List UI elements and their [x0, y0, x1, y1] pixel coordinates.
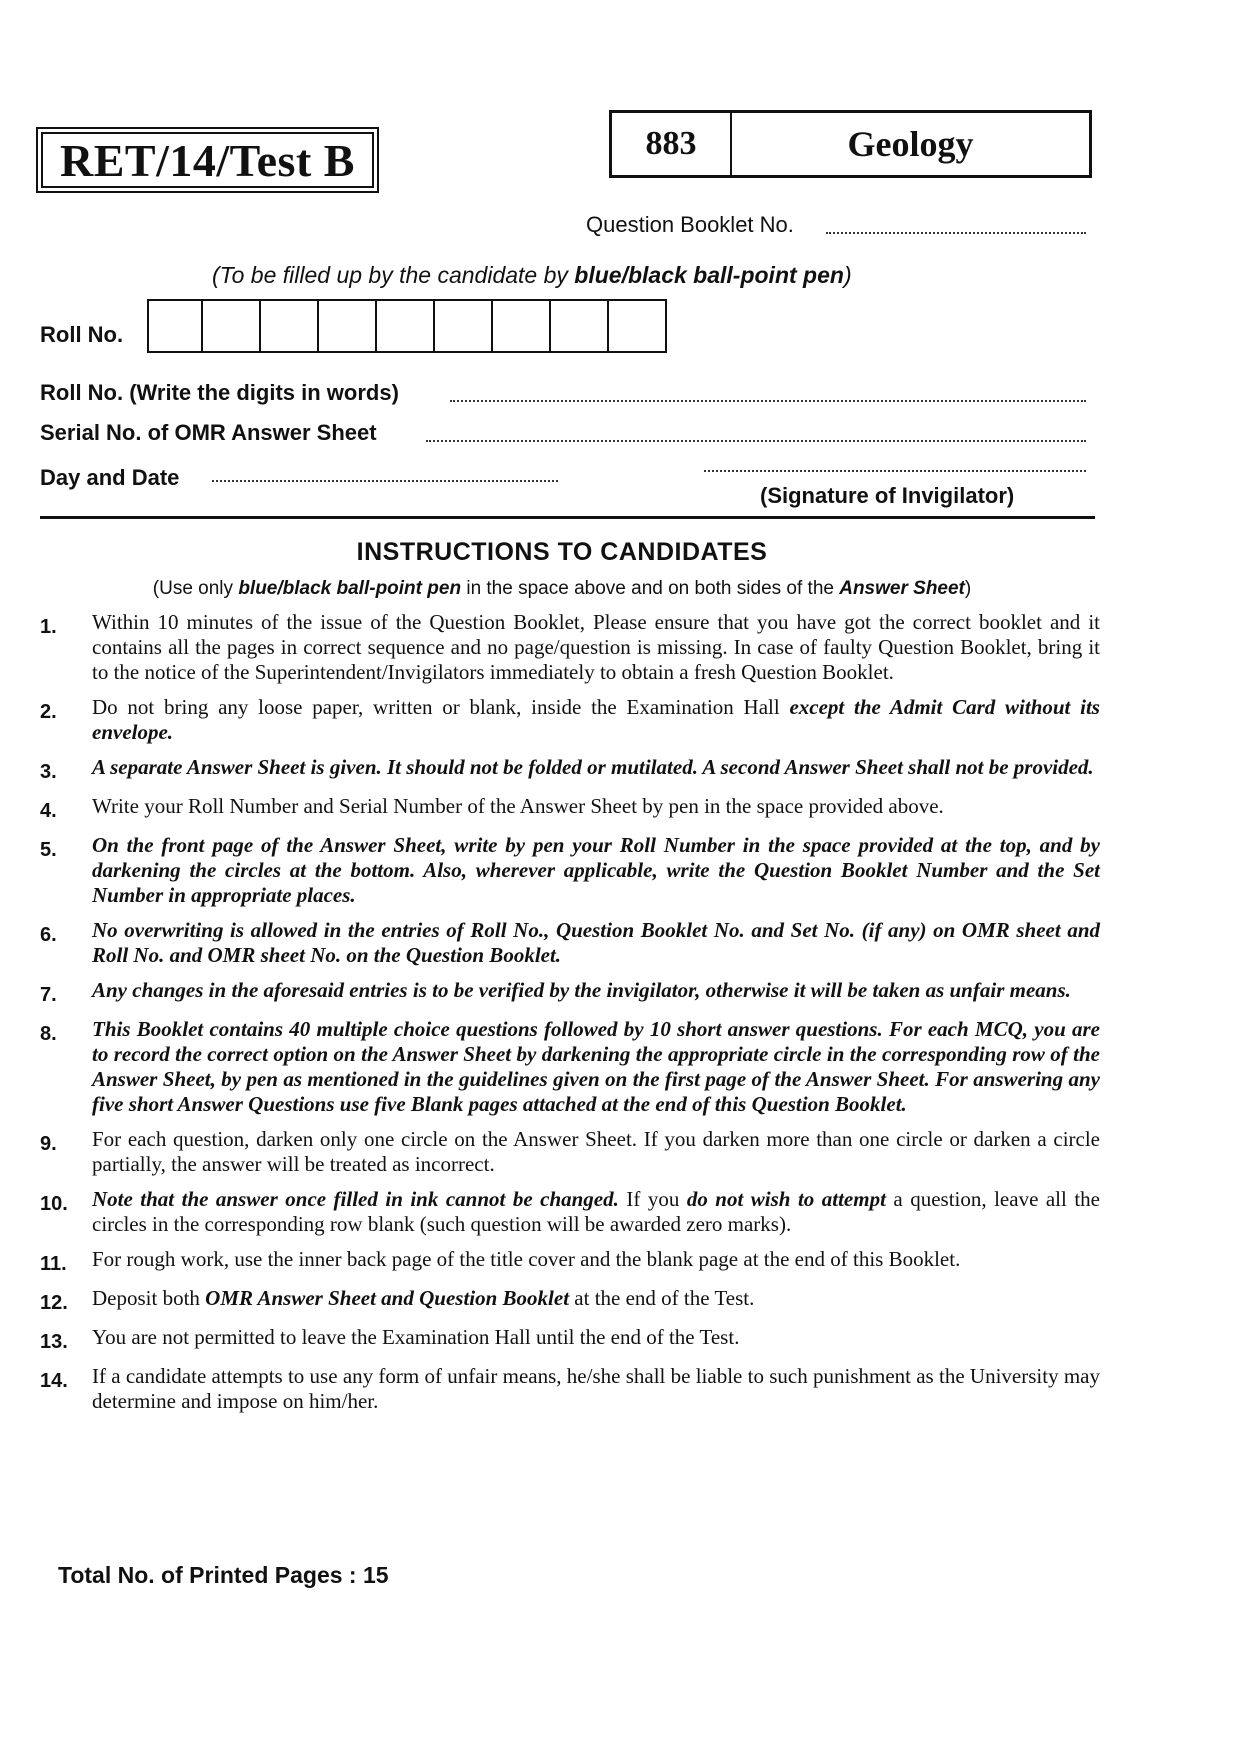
- instruction-number: 7.: [40, 984, 57, 1006]
- instruction-number: 14.: [40, 1370, 68, 1392]
- roll-digit-box[interactable]: [203, 301, 261, 351]
- instruction-text: [92, 604, 1100, 685]
- instruction-emph: A separate Answer Sheet is given. It should not be folded or mutilated. A second Answer Sheet shall not be provided.: [92, 755, 1094, 779]
- roll-digit-box[interactable]: [319, 301, 377, 351]
- signature-label: (Signature of Invigilator): [760, 483, 1015, 508]
- instructions-list: [40, 604, 1100, 1418]
- instruction-text: [92, 689, 1100, 745]
- instruction-text: [92, 827, 1100, 908]
- booklet-no-field[interactable]: [826, 222, 1086, 234]
- instruction-plain: If you: [618, 1187, 687, 1211]
- instruction-emph: This Booklet contains 40 multiple choice questions followed by 10 short answer questions. For each MCQ, you are to record the correct option on the Answer Sheet by darkening the appropriate circle in the corresponding row of the Answer Sheet, by pen as mentioned in the guidelines given on the first page of the Answer Sheet. For answering any five short Answer Questions use five Blank pages attached at the end of this Question Booklet.: [92, 1017, 1100, 1116]
- instructions-title: INSTRUCTIONS TO CANDIDATES: [356, 538, 768, 566]
- instruction-item: [40, 1358, 1100, 1414]
- instruction-plain: For each question, darken only one circle on the Answer Sheet. If you darken more than one circle or darken a circle partially, the answer will be treated as incorrect.: [92, 1127, 1100, 1176]
- roll-digit-box[interactable]: [551, 301, 609, 351]
- instruction-item: [40, 1011, 1100, 1117]
- instruction-text: [92, 1358, 1100, 1414]
- roll-words-field[interactable]: [450, 388, 1086, 402]
- instruction-text: [92, 1121, 1100, 1177]
- instruction-number: 6.: [40, 924, 57, 946]
- roll-digit-box[interactable]: [149, 301, 203, 351]
- signature-field[interactable]: [704, 460, 1086, 472]
- instruction-number: 8.: [40, 1023, 57, 1045]
- instruction-number: 11.: [40, 1253, 67, 1275]
- instruction-item: [40, 827, 1100, 908]
- subtitle-bold2: Answer Sheet: [839, 578, 965, 599]
- roll-no-label: Roll No.: [40, 322, 124, 347]
- day-date-field[interactable]: [212, 470, 558, 482]
- instruction-number: 5.: [40, 839, 57, 861]
- fill-note: [212, 262, 852, 289]
- instruction-plain: at the end of the Test.: [569, 1286, 755, 1310]
- instruction-item: [40, 912, 1100, 968]
- instruction-text: [92, 1181, 1100, 1237]
- subject-name: Geology: [847, 124, 974, 164]
- instruction-plain: Write your Roll Number and Serial Number of the Answer Sheet by pen in the space provided above.: [92, 794, 944, 818]
- instruction-item: [40, 972, 1100, 1007]
- instructions-subtitle: [0, 578, 1124, 600]
- instruction-emph: Any changes in the aforesaid entries is to be verified by the invigilator, otherwise it will be taken as unfair means.: [92, 978, 1071, 1002]
- subtitle-post: ): [964, 578, 972, 599]
- instruction-plain: a question, leave all the circles in the corresponding row blank (such question will be awarded zero marks).: [92, 1187, 1100, 1236]
- roll-digit-box[interactable]: [377, 301, 435, 351]
- roll-no-boxes: [147, 299, 667, 353]
- instruction-item: [40, 689, 1100, 745]
- instruction-number: 1.: [40, 616, 57, 638]
- instruction-number: 3.: [40, 761, 57, 783]
- instruction-plain: Deposit both: [92, 1286, 206, 1310]
- instruction-text: [92, 1011, 1100, 1117]
- subtitle-bold: blue/black ball-point pen: [238, 578, 462, 599]
- divider: [40, 516, 1095, 519]
- instruction-text: [92, 1280, 1100, 1311]
- roll-digit-box[interactable]: [261, 301, 319, 351]
- instruction-emph: No overwriting is allowed in the entries of Roll No., Question Booklet No. and Set No. (if any) on OMR sheet and Roll No. and OMR sheet No. on the Question Booklet.: [92, 918, 1100, 967]
- instruction-number: 13.: [40, 1331, 68, 1353]
- instruction-emph: do not wish to attempt: [686, 1187, 886, 1211]
- instruction-text: [92, 912, 1100, 968]
- instruction-number: 10.: [40, 1193, 68, 1215]
- fill-note-post: ): [843, 262, 852, 288]
- instruction-emph: OMR Answer Sheet and Question Booklet: [205, 1286, 570, 1310]
- instruction-number: 4.: [40, 800, 57, 822]
- roll-digit-box[interactable]: [493, 301, 551, 351]
- booklet-no-label: Question Booklet No.: [586, 212, 794, 237]
- roll-digit-box[interactable]: [435, 301, 493, 351]
- instruction-number: 12.: [40, 1292, 68, 1314]
- instruction-emph: except the Admit Card without its envelope.: [92, 695, 1100, 744]
- day-date-label: Day and Date: [40, 465, 180, 490]
- instruction-text: [92, 749, 1100, 780]
- instruction-item: [40, 1319, 1100, 1354]
- instruction-text: [92, 1319, 1100, 1350]
- omr-serial-label: Serial No. of OMR Answer Sheet: [40, 420, 377, 445]
- instruction-item: [40, 1241, 1100, 1276]
- subtitle-pre: (Use only: [152, 578, 239, 599]
- instruction-item: [40, 788, 1100, 823]
- instruction-plain: For rough work, use the inner back page of the title cover and the blank page at the end of this Booklet.: [92, 1247, 961, 1271]
- instruction-item: [40, 1280, 1100, 1315]
- instruction-item: [40, 1181, 1100, 1237]
- subject-box: [609, 110, 1092, 178]
- omr-serial-field[interactable]: [426, 428, 1086, 442]
- roll-digit-box[interactable]: [609, 301, 665, 351]
- subtitle-mid: in the space above and on both sides of the: [461, 578, 840, 599]
- test-code: RET/14/Test B: [60, 134, 355, 186]
- instruction-number: 9.: [40, 1133, 57, 1155]
- instruction-emph: Note that the answer once filled in ink cannot be changed.: [92, 1187, 619, 1211]
- instruction-plain: You are not permitted to leave the Examination Hall until the end of the Test.: [92, 1325, 740, 1349]
- fill-note-pre: (To be filled up by the candidate by: [212, 262, 575, 288]
- instruction-item: [40, 604, 1100, 685]
- printed-pages-footer: Total No. of Printed Pages : 15: [58, 1562, 389, 1588]
- instruction-item: [40, 749, 1100, 784]
- roll-words-label: Roll No. (Write the digits in words): [40, 380, 399, 405]
- instruction-plain: If a candidate attempts to use any form of unfair means, he/she shall be liable to such punishment as the University may determine and impose on him/her.: [92, 1364, 1100, 1413]
- instruction-plain: Do not bring any loose paper, written or blank, inside the Examination Hall: [92, 695, 790, 719]
- instruction-item: [40, 1121, 1100, 1177]
- instruction-emph: On the front page of the Answer Sheet, write by pen your Roll Number in the space provided at the top, and by darkening the circles at the bottom. Also, wherever applicable, write the Question Booklet Number and the Set Number in appropriate places.: [92, 833, 1100, 907]
- instruction-text: [92, 972, 1100, 1003]
- instruction-number: 2.: [40, 701, 57, 723]
- fill-note-bold: blue/black ball-point pen: [574, 262, 844, 288]
- instruction-text: [92, 1241, 1100, 1272]
- test-code-box: [36, 127, 379, 193]
- instruction-plain: Within 10 minutes of the issue of the Question Booklet, Please ensure that you have got the correct booklet and it contains all the pages in correct sequence and no page/question is missing. In case of faulty Question Booklet, bring it to the notice of the Superintendent/Invigilators immediately to obtain a fresh Question Booklet.: [92, 610, 1100, 684]
- subject-code: 883: [612, 113, 732, 175]
- instruction-text: [92, 788, 1100, 819]
